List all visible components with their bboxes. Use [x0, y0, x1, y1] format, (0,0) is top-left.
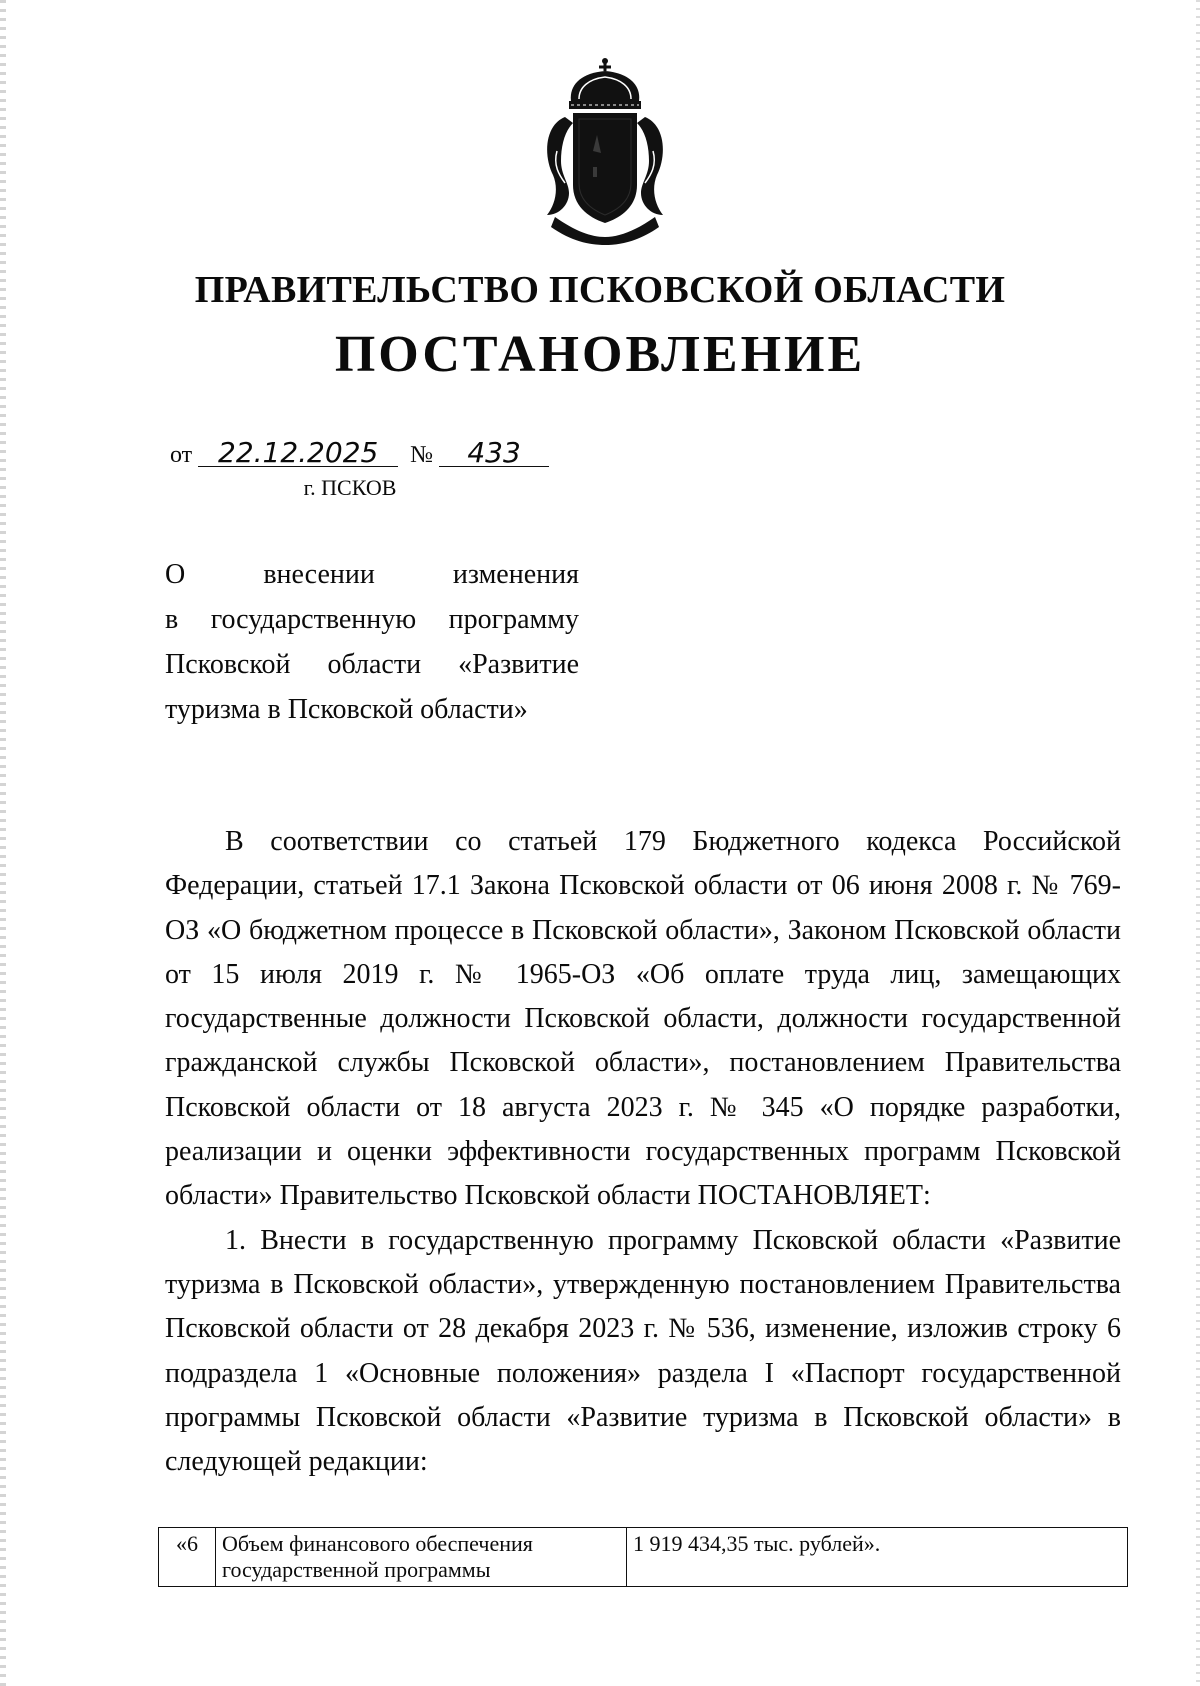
table-row [159, 1528, 1128, 1587]
scan-edge-right [1196, 0, 1200, 1686]
coat-of-arms-icon [535, 55, 675, 245]
organization-title: ПРАВИТЕЛЬСТВО ПСКОВСКОЙ ОБЛАСТИ [194, 269, 1006, 311]
row-value-cell: 1 919 434,35 тыс. рублей». [627, 1528, 1128, 1587]
scan-edge-left [0, 0, 6, 1686]
number-prefix: № [410, 442, 434, 468]
document-subject [165, 552, 579, 732]
document-number: 433 [439, 440, 549, 467]
item-1-paragraph: 1. Внести в государственную программу Псковской области «Развитие туризма в Псковской области», утвержденную постановлением Правительства Псковской области от 28 декабря 2023 г. № 536, изменение, изложив строку 6 подраздела 1 «Основные положения» раздела I «Паспорт государственной программы Псковской области «Развитие туризма в Псковской области» в следующей редакции: [165, 1224, 1121, 1478]
row-number-cell: «6 [159, 1528, 216, 1587]
subject-line: в государственную программу [165, 604, 579, 635]
city-label: г. ПСКОВ [303, 475, 397, 500]
subject-line: О внесении изменения [165, 559, 579, 590]
row-label-cell: Объем финансового обеспечения государственной программы [216, 1528, 627, 1587]
document-date: 22.12.2025 [198, 440, 398, 467]
preamble-paragraph: В соответствии со статьей 179 Бюджетного кодекса Российской Федерации, статьей 17.1 Закона Псковской области от 06 июня 2008 г. № 769-ОЗ «О бюджетном процессе в Псковской области», Законом Псковской области от 15 июля 2019 г. № 1965-ОЗ «Об оплате труда лиц, замещающих государственные должности Псковской области, должности государственной гражданской службы Псковской области», постановлением Правительства Псковской области от 18 августа 2023 г. № 345 «О порядке разработки, реализации и оценки эффективности государственных программ Псковской области» Правительство Псковской области ПОСТАНОВЛЯЕТ: [165, 826, 1121, 1212]
subject-line: туризма в Псковской области» [165, 694, 528, 725]
date-number-line [170, 436, 549, 469]
document-body [165, 820, 1121, 1484]
date-prefix: от [170, 442, 193, 468]
subject-line: Псковской области «Развитие [165, 649, 579, 680]
document-type-heading: ПОСТАНОВЛЕНИЕ [334, 326, 866, 383]
financing-table [158, 1527, 1128, 1587]
